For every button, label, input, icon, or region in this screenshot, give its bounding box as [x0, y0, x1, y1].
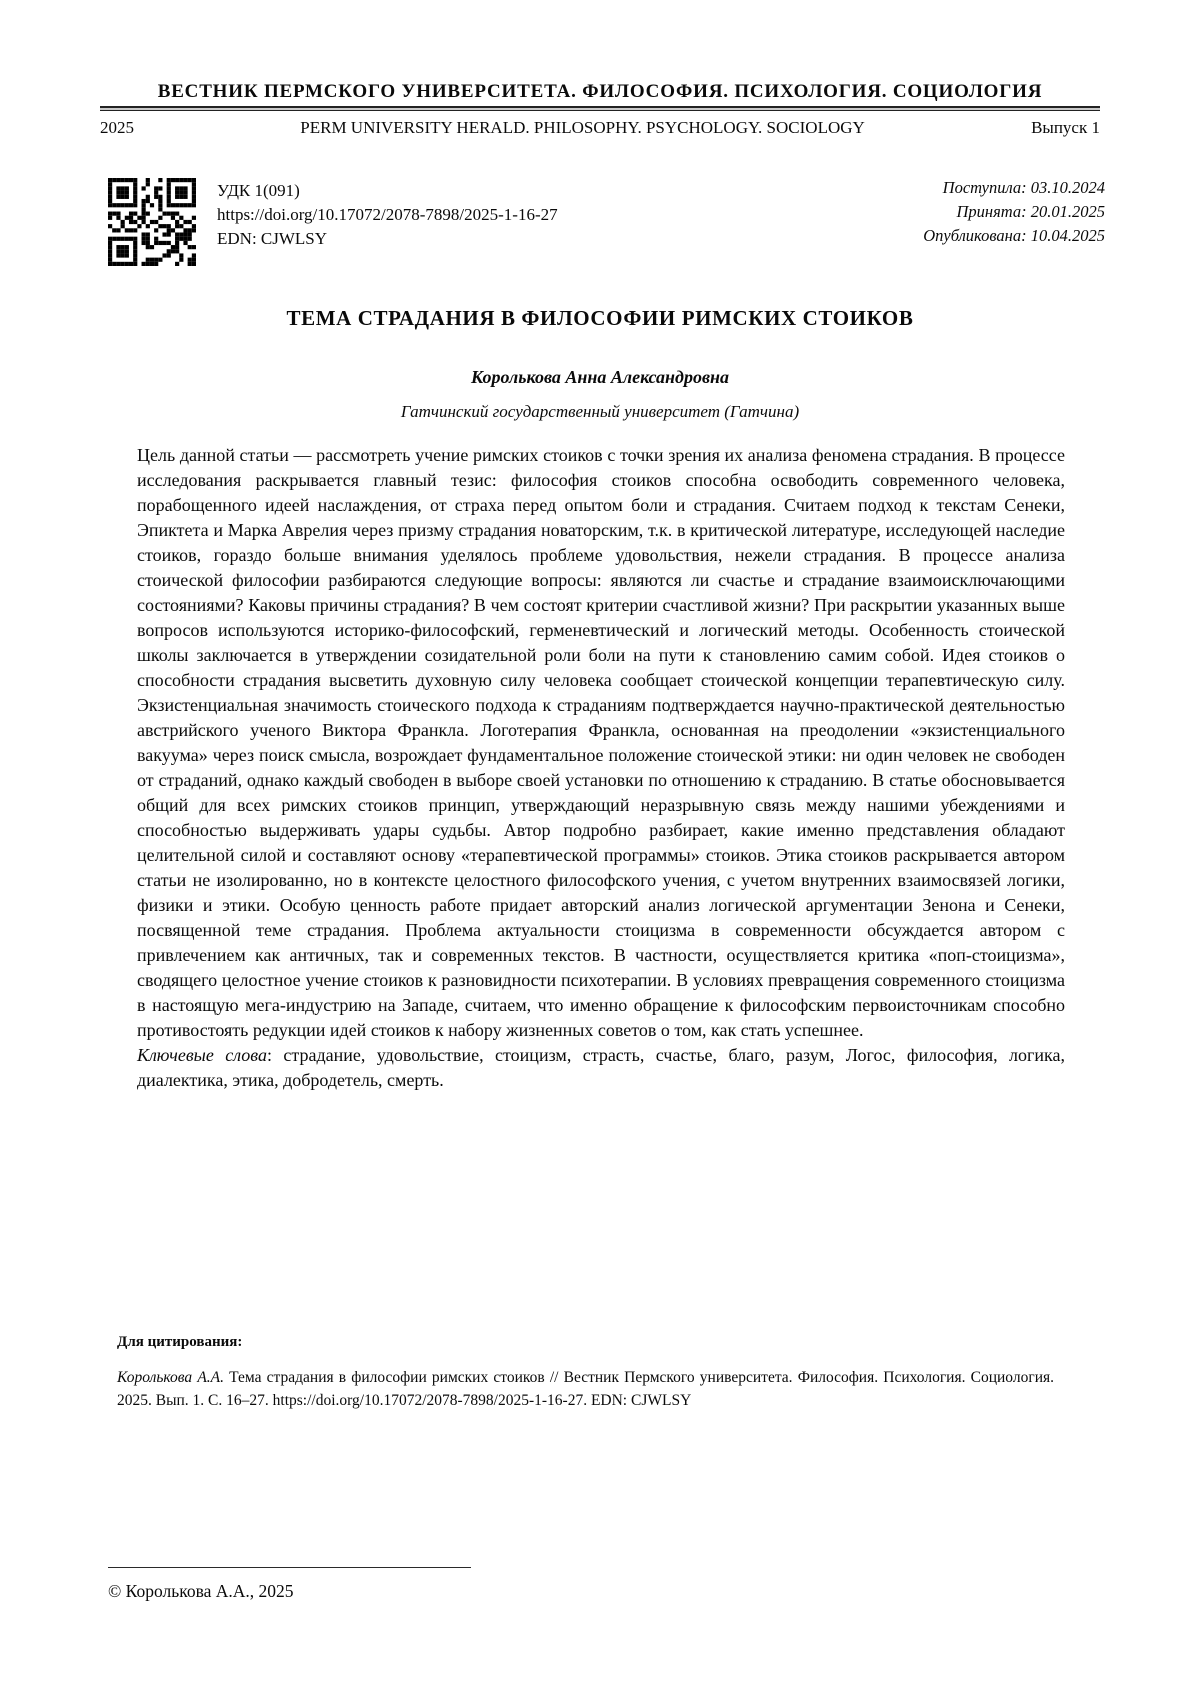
journal-issue: Выпуск 1 — [1031, 118, 1100, 137]
doi-link[interactable]: https://doi.org/10.17072/2078-7898/2025-1-16-27 — [217, 205, 558, 224]
journal-title-en: PERM UNIVERSITY HERALD. PHILOSOPHY. PSYCHOLOGY. SOCIOLOGY — [300, 118, 865, 137]
edn-label: EDN: CJWLSY — [217, 229, 328, 248]
keywords-list: : страдание, удовольствие, стоицизм, страсть, счастье, благо, разум, Логос, философия, логика, диалектика, этика, добродетель, смерть. — [137, 1045, 1065, 1090]
article-affiliation: Гатчинский государственный университет (Гатчина) — [400, 402, 800, 421]
qr-code-icon — [108, 178, 196, 266]
article-meta — [108, 178, 1105, 266]
meta-left — [108, 178, 558, 266]
date-received: Поступила: 03.10.2024 — [942, 178, 1105, 197]
citation-author: Королькова А.А. — [117, 1369, 225, 1386]
udc-label: УДК 1(091) — [217, 181, 300, 200]
udc-block — [217, 179, 558, 251]
keywords-label: Ключевые слова — [137, 1045, 267, 1065]
journal-year: 2025 — [100, 118, 134, 137]
article-author: Королькова Анна Александровна — [470, 367, 730, 387]
journal-subheader — [100, 118, 1100, 138]
citation-rest: Тема страдания в философии римских стоиков // Вестник Пермского университета. Философия. Психология. Социология. 2025. Вып. 1. С. 16–27. https://doi.org/10.17072/2078-7898/2025-1-16-27. EDN: CJWLSY — [117, 1369, 1054, 1409]
copyright-line: © Королькова А.А., 2025 — [108, 1581, 294, 1601]
dates-block — [923, 176, 1105, 248]
journal-header — [100, 82, 1100, 138]
date-accepted: Принята: 20.01.2025 — [956, 202, 1105, 221]
journal-title-ru: ВЕСТНИК ПЕРМСКОГО УНИВЕРСИТЕТА. ФИЛОСОФИЯ. ПСИХОЛОГИЯ. СОЦИОЛОГИЯ — [157, 81, 1043, 102]
citation-heading: Для цитирования: — [117, 1334, 243, 1350]
citation-text — [117, 1366, 1054, 1412]
keywords-line — [137, 1043, 1065, 1093]
citation-block — [117, 1334, 1054, 1412]
abstract-text: Цель данной статьи — рассмотреть учение римских стоиков с точки зрения их анализа феномена страдания. В процессе исследования раскрывается главный тезис: философия стоиков способна освободить современного человека, порабощенного идеей наслаждения, от страха перед опытом боли и страдания. Считаем подход к текстам Сенеки, Эпиктета и Марка Аврелия через призму страдания новаторским, т.к. в критической литературе, исследующей наследие стоиков, гораздо больше внимания уделялось проблеме удовольствия, нежели страдания. В процессе анализа стоической философии разбираются следующие вопросы: являются ли счастье и страдание взаимоисключающими состояниями? Каковы причины страдания? В чем состоят критерии счастливой жизни? При раскрытии указанных выше вопросов используются историко-философский, герменевтический и логический методы. Особенность стоической школы заключается в утверждении созидательной роли боли на пути к становлению самим собой. Идея стоиков о способности страдания высветить духовную силу человека сообщает стоической концепции терапевтическую силу. Экзистенциальная значимость стоического подхода к страданиям подтверждается научно-практической деятельностью австрийского ученого Виктора Франкла. Логотерапия Франкла, основанная на преодолении «экзистенциального вакуума» через поиск смысла, возрождает фундаментальное положение стоической этики: ни один человек не свободен от страданий, однако каждый свободен в выборе своей установки по отношению к страданию. В статье обосновывается общий для всех римских стоиков принцип, утверждающий неразрывную связь между нашими убеждениями и способностью выдерживать удары судьбы. Автор подробно разбирает, какие именно представления обладают целительной силой и составляют основу «терапевтической программы» стоиков. Этика стоиков раскрывается автором статьи не изолированно, но в контексте целостного философского учения, с учетом внутренних взаимосвязей логики, физики и этики. Особую ценность работе придает авторский анализ логической аргументации Зенона и Сенеки, посвященной теме страдания. Проблема актуальности стоицизма в современности обсуждается автором с привлечением как античных, так и современных текстов. В частности, осуществляется критика «поп-стоицизма», сводящего целостное учение стоиков к разновидности психотерапии. В условиях превращения современного стоицизма в настоящую мега-индустрию на Западе, считаем, что именно обращение к философским первоисточникам способно противостоять редукции идей стоиков к набору жизненных советов о том, как стать успешнее. — [137, 445, 1065, 1040]
page-footer — [108, 1552, 471, 1602]
article-title: ТЕМА СТРАДАНИЯ В ФИЛОСОФИИ РИМСКИХ СТОИКОВ — [286, 306, 914, 330]
footnote-separator — [108, 1552, 471, 1568]
header-rule — [100, 106, 1100, 111]
abstract-block — [137, 443, 1065, 1093]
date-published: Опубликована: 10.04.2025 — [923, 226, 1105, 245]
